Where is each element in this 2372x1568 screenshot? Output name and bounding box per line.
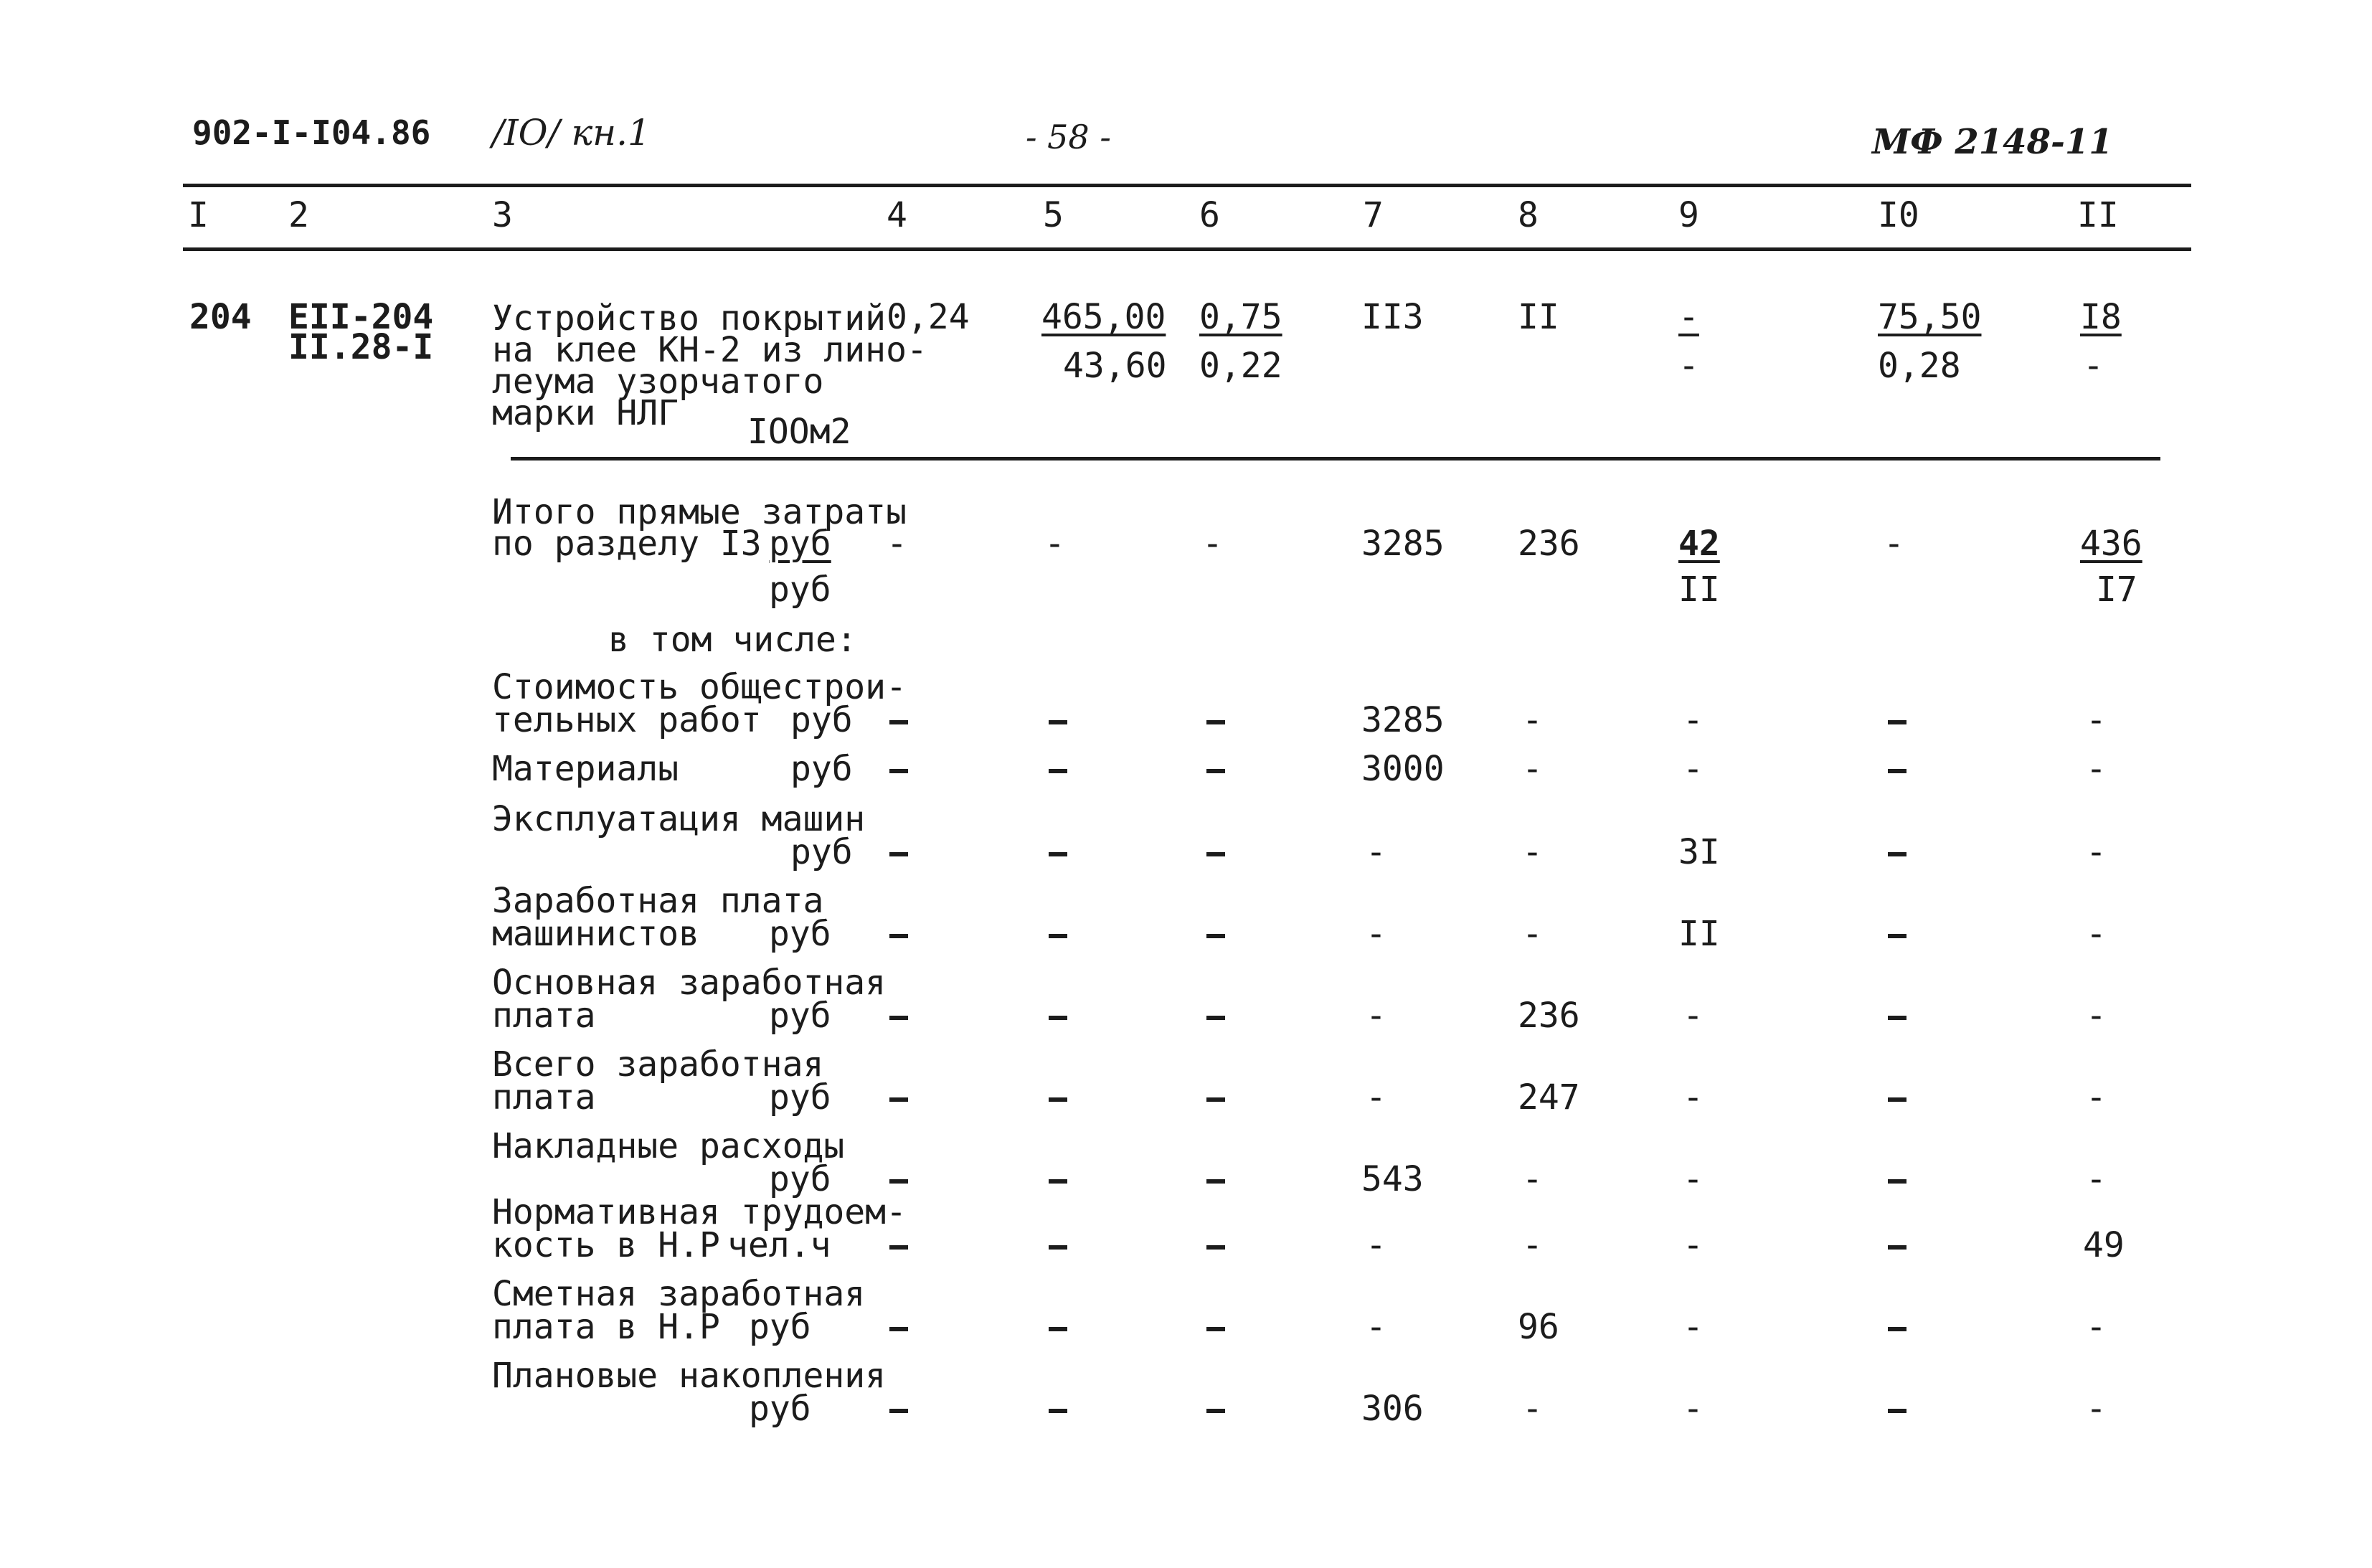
archive-stamp: МФ 2148-11 bbox=[1872, 122, 2113, 162]
breakdown-value-col11: - bbox=[2086, 1159, 2107, 1199]
column-header-9: 9 bbox=[1678, 195, 1699, 235]
dash-mark bbox=[889, 1097, 908, 1102]
breakdown-label-line1: Заработная плата bbox=[492, 881, 824, 921]
dash-mark bbox=[1888, 1245, 1906, 1250]
breakdown-value-col7: - bbox=[1366, 914, 1386, 954]
breakdown-value-col7: - bbox=[1366, 996, 1386, 1036]
breakdown-value-col7: - bbox=[1366, 1077, 1386, 1118]
breakdown-unit: руб bbox=[790, 832, 853, 872]
totals-unit-top: руб bbox=[769, 524, 831, 564]
breakdown-label-line2: плата bbox=[492, 996, 596, 1036]
breakdown-value-col8: 96 bbox=[1518, 1307, 1559, 1347]
breakdown-label-line2: плата bbox=[492, 1077, 596, 1118]
breakdown-value-col8: 236 bbox=[1518, 996, 1580, 1036]
dash-mark bbox=[1049, 852, 1067, 856]
item-description-line2: на клее КН-2 из лино- bbox=[492, 330, 927, 370]
item-col11-top: I8 bbox=[2080, 297, 2122, 337]
dash-mark bbox=[1049, 1245, 1067, 1250]
dash-mark bbox=[1888, 1409, 1906, 1413]
breakdown-value-col11: - bbox=[2086, 749, 2107, 789]
including-label: в том числе: bbox=[608, 620, 857, 660]
item-col6-top: 0,75 bbox=[1199, 297, 1282, 337]
item-unit: IOOм2 bbox=[747, 412, 851, 452]
totals-col11-top: 436 bbox=[2080, 524, 2142, 564]
breakdown-unit: руб bbox=[769, 996, 831, 1036]
column-header-3: 3 bbox=[492, 195, 513, 235]
breakdown-value-col9: 3I bbox=[1678, 832, 1720, 872]
breakdown-label-line1: Стоимость общестрои- bbox=[492, 667, 907, 707]
breakdown-value-col7: - bbox=[1366, 1307, 1386, 1347]
column-header-1: I bbox=[188, 195, 209, 235]
breakdown-value-col7: 3285 bbox=[1361, 700, 1445, 740]
breakdown-label-line1: Материалы bbox=[492, 749, 679, 789]
item-col5-top: 465,00 bbox=[1041, 297, 1166, 337]
dash-mark bbox=[1206, 1245, 1225, 1250]
dash-mark bbox=[1888, 852, 1906, 856]
totals-unit-bottom: руб bbox=[769, 570, 831, 610]
dash-mark bbox=[1888, 769, 1906, 773]
column-header-8: 8 bbox=[1518, 195, 1539, 235]
breakdown-value-col11: - bbox=[2086, 700, 2107, 740]
breakdown-value-col11: - bbox=[2086, 832, 2107, 872]
item-col9-top: - bbox=[1678, 297, 1699, 337]
dash-mark bbox=[1049, 769, 1067, 773]
breakdown-value-col8: - bbox=[1522, 700, 1543, 740]
breakdown-unit: руб bbox=[769, 1077, 831, 1118]
breakdown-value-col8: - bbox=[1522, 1225, 1543, 1265]
item-description-line4: марки НЛГ bbox=[492, 393, 679, 433]
header-rule-bottom bbox=[183, 247, 2191, 251]
breakdown-value-col7: 543 bbox=[1361, 1159, 1424, 1199]
breakdown-value-col8: - bbox=[1522, 832, 1543, 872]
dash-mark bbox=[1049, 1409, 1067, 1413]
totals-col7: 3285 bbox=[1361, 524, 1445, 564]
totals-col5: - bbox=[1044, 524, 1065, 564]
dash-mark bbox=[1049, 1327, 1067, 1331]
totals-col6: - bbox=[1202, 524, 1223, 564]
dash-mark bbox=[1049, 1179, 1067, 1184]
header-rule-top bbox=[183, 184, 2191, 187]
breakdown-value-col11: - bbox=[2086, 1389, 2107, 1429]
document-code: 902-I-I04.86 bbox=[192, 113, 431, 152]
item-col4: 0,24 bbox=[887, 297, 970, 337]
breakdown-value-col7: - bbox=[1366, 1225, 1386, 1265]
breakdown-value-col7: - bbox=[1366, 832, 1386, 872]
item-col9-bottom: - bbox=[1678, 346, 1699, 386]
dash-mark bbox=[1206, 1179, 1225, 1184]
dash-mark bbox=[889, 1016, 908, 1020]
breakdown-label-line1: Плановые накопления bbox=[492, 1356, 887, 1396]
totals-label-line2: по разделу I3 bbox=[492, 524, 762, 564]
breakdown-label-line1: Эксплуатация машин bbox=[492, 799, 866, 839]
dash-mark bbox=[1206, 720, 1225, 724]
item-col10-top: 75,50 bbox=[1878, 297, 1982, 337]
dash-mark bbox=[889, 852, 908, 856]
breakdown-value-col9: - bbox=[1683, 1159, 1704, 1199]
column-header-2: 2 bbox=[288, 195, 309, 235]
dash-mark bbox=[889, 1327, 908, 1331]
item-col8: II bbox=[1518, 297, 1559, 337]
dash-mark bbox=[1206, 769, 1225, 773]
item-code-line2: II.28-I bbox=[288, 327, 434, 367]
breakdown-value-col9: - bbox=[1683, 1307, 1704, 1347]
column-header-11: II bbox=[2077, 195, 2119, 235]
breakdown-value-col8: - bbox=[1522, 914, 1543, 954]
totals-col4: - bbox=[887, 524, 907, 564]
breakdown-value-col9: II bbox=[1678, 914, 1720, 954]
totals-col11-bottom: I7 bbox=[2096, 570, 2137, 610]
breakdown-label-line2: машинистов bbox=[492, 914, 699, 954]
totals-col9-top: 42 bbox=[1678, 524, 1720, 564]
breakdown-value-col8: - bbox=[1522, 749, 1543, 789]
breakdown-label-line1: Накладные расходы bbox=[492, 1126, 845, 1166]
dash-mark bbox=[889, 1409, 908, 1413]
dash-mark bbox=[1206, 1097, 1225, 1102]
book-reference: /IO/ кн.1 bbox=[492, 112, 651, 154]
column-header-7: 7 bbox=[1363, 195, 1384, 235]
dash-mark bbox=[889, 1245, 908, 1250]
breakdown-unit: чел.ч bbox=[727, 1225, 831, 1265]
dash-mark bbox=[1049, 1097, 1067, 1102]
dash-mark bbox=[1049, 1016, 1067, 1020]
column-header-10: I0 bbox=[1878, 195, 1919, 235]
item-col7: II3 bbox=[1361, 297, 1424, 337]
breakdown-label-line1: Нормативная трудоем- bbox=[492, 1192, 907, 1232]
breakdown-label-line2: плата в Н.Р bbox=[492, 1307, 720, 1347]
item-number: 204 bbox=[189, 297, 252, 337]
dash-mark bbox=[1888, 1097, 1906, 1102]
breakdown-unit: руб bbox=[769, 1159, 831, 1199]
dash-mark bbox=[1888, 934, 1906, 938]
breakdown-value-col7: 3000 bbox=[1361, 749, 1445, 789]
dash-mark bbox=[1206, 1016, 1225, 1020]
column-header-6: 6 bbox=[1199, 195, 1220, 235]
dash-mark bbox=[1206, 1409, 1225, 1413]
breakdown-label-line1: Сметная заработная bbox=[492, 1274, 866, 1314]
breakdown-value-col11: - bbox=[2086, 1077, 2107, 1118]
page-number: - 58 - bbox=[1026, 118, 1111, 156]
breakdown-label-line2: тельных работ bbox=[492, 700, 762, 740]
breakdown-label-line1: Основная заработная bbox=[492, 963, 887, 1003]
dash-mark bbox=[1049, 934, 1067, 938]
breakdown-value-col9: - bbox=[1683, 996, 1704, 1036]
breakdown-unit: руб bbox=[769, 914, 831, 954]
dash-mark bbox=[1049, 720, 1067, 724]
totals-col9-bottom: II bbox=[1678, 570, 1720, 610]
item-description-line3: леума узорчатого bbox=[492, 362, 824, 402]
breakdown-value-col8: 247 bbox=[1518, 1077, 1580, 1118]
breakdown-value-col7: 306 bbox=[1361, 1389, 1424, 1429]
column-header-4: 4 bbox=[887, 195, 907, 235]
item-col11-bottom: - bbox=[2083, 346, 2104, 386]
dash-mark bbox=[889, 720, 908, 724]
breakdown-value-col9: - bbox=[1683, 1077, 1704, 1118]
breakdown-unit: руб bbox=[749, 1389, 811, 1429]
item-col6-bottom: 0,22 bbox=[1199, 346, 1282, 386]
item-col10-bottom: 0,28 bbox=[1878, 346, 1961, 386]
dash-mark bbox=[1206, 934, 1225, 938]
breakdown-value-col8: - bbox=[1522, 1389, 1543, 1429]
totals-col8: 236 bbox=[1518, 524, 1580, 564]
breakdown-value-col11: 49 bbox=[2083, 1225, 2125, 1265]
item-description-line1: Устройство покрытий bbox=[492, 298, 887, 339]
dash-mark bbox=[889, 769, 908, 773]
dash-mark bbox=[889, 934, 908, 938]
dash-mark bbox=[1888, 720, 1906, 724]
breakdown-value-col9: - bbox=[1683, 700, 1704, 740]
column-header-5: 5 bbox=[1043, 195, 1064, 235]
dash-mark bbox=[1888, 1179, 1906, 1184]
breakdown-value-col11: - bbox=[2086, 914, 2107, 954]
breakdown-value-col9: - bbox=[1683, 1225, 1704, 1265]
breakdown-label-line2: кость в Н.Р bbox=[492, 1225, 720, 1265]
breakdown-value-col8: - bbox=[1522, 1159, 1543, 1199]
dash-mark bbox=[1206, 1327, 1225, 1331]
breakdown-unit: руб bbox=[790, 749, 853, 789]
section-divider bbox=[511, 457, 2160, 461]
breakdown-value-col9: - bbox=[1683, 749, 1704, 789]
breakdown-unit: руб bbox=[790, 700, 853, 740]
breakdown-unit: руб bbox=[749, 1307, 811, 1347]
breakdown-value-col9: - bbox=[1683, 1389, 1704, 1429]
dash-mark bbox=[1888, 1327, 1906, 1331]
totals-col10: - bbox=[1884, 524, 1904, 564]
item-col5-bottom: 43,60 bbox=[1063, 346, 1167, 386]
breakdown-value-col11: - bbox=[2086, 996, 2107, 1036]
item-code-line1: EII-204 bbox=[288, 297, 434, 337]
dash-mark bbox=[1206, 852, 1225, 856]
breakdown-label-line1: Всего заработная bbox=[492, 1044, 824, 1085]
breakdown-value-col11: - bbox=[2086, 1307, 2107, 1347]
totals-label-line1: Итого прямые затраты bbox=[492, 492, 907, 532]
dash-mark bbox=[1888, 1016, 1906, 1020]
dash-mark bbox=[889, 1179, 908, 1184]
